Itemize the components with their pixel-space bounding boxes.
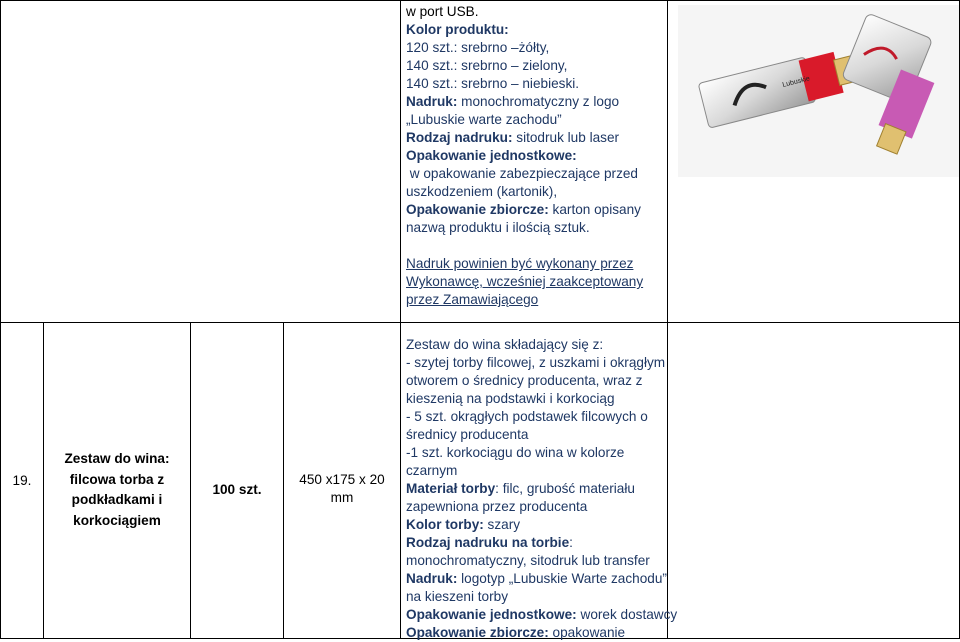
field-label: Opakowanie jednostkowe:: [406, 607, 577, 622]
text-line: podkładkami i: [71, 492, 163, 507]
field-label: Kolor produktu:: [406, 22, 509, 37]
text-line: [406, 183, 664, 201]
text-run: nazwą produktu i ilością sztuk.: [406, 220, 590, 235]
text-line: [406, 570, 667, 588]
text-run: - szytej torby filcowej, z uszkami i okrągłym: [406, 355, 666, 370]
text-line: [406, 390, 664, 408]
text-line: [406, 408, 664, 426]
field-label: Nadruk:: [406, 571, 458, 586]
text-line: [406, 516, 664, 534]
text-run: w opakowanie zabezpieczające przed: [406, 166, 638, 181]
text-run: czarnym: [406, 463, 458, 478]
text-line: [406, 39, 664, 57]
text-line: [406, 111, 664, 129]
text-line: [406, 354, 664, 372]
text-line: [406, 444, 664, 462]
text-line: [406, 273, 664, 291]
text-line: [406, 93, 664, 111]
text-line: mm: [330, 490, 354, 505]
text-line: Zestaw do wina:: [64, 451, 170, 466]
product-description-usb: [406, 3, 664, 309]
row-rule: [0, 0, 960, 1]
text-line: [406, 372, 664, 390]
text-line: [406, 21, 664, 39]
field-label: Rodzaj nadruku na torbie: [406, 535, 570, 550]
text-run: - 5 szt. okrągłych podstawek filcowych o: [406, 409, 648, 424]
product-name: [44, 449, 190, 531]
product-dimensions: [284, 471, 400, 507]
row-rule: [0, 322, 960, 323]
row-number: 19.: [12, 473, 32, 488]
text-run: w port USB.: [406, 4, 479, 19]
product-description-wine-set: [406, 336, 678, 642]
text-run: : filc, grubość materiału: [495, 481, 635, 496]
text-line: [406, 255, 664, 273]
text-line: [406, 237, 664, 255]
text-line: [406, 57, 664, 75]
text-line: [406, 426, 664, 444]
text-run: 120 szt.: srebrno –żółty,: [406, 40, 550, 55]
text-run: logotyp „Lubuskie Warte zachodu”: [457, 571, 667, 586]
text-line: [406, 462, 664, 480]
text-line: 450 x175 x 20: [299, 472, 385, 487]
text-run: 140 szt.: srebrno – niebieski.: [406, 76, 580, 91]
text-run: monochromatyczny z logo: [457, 94, 620, 109]
text-run: przez Zamawiającego: [406, 292, 539, 307]
text-line: [406, 129, 664, 147]
field-label: Rodzaj nadruku:: [406, 130, 513, 145]
text-run: szary: [483, 517, 521, 532]
text-run: monochromatyczny, sitodruk lub transfer: [406, 553, 650, 568]
text-run: :: [569, 535, 573, 550]
field-label: Nadruk:: [406, 94, 458, 109]
text-line: [406, 147, 664, 165]
text-run: Nadruk powinien być wykonany przez: [406, 256, 634, 271]
text-line: korkociągiem: [73, 512, 161, 528]
field-label: Opakowanie zbiorcze:: [406, 625, 549, 640]
col-rule: [0, 0, 1, 639]
text-run: -1 szt. korkociągu do wina w kolorze: [406, 445, 625, 460]
text-run: otworem o średnicy producenta, wraz z: [406, 373, 643, 388]
text-line: [406, 75, 664, 93]
product-quantity: 100 szt.: [212, 482, 262, 497]
text-run: 140 szt.: srebrno – zielony,: [406, 58, 568, 73]
text-line: [406, 588, 664, 606]
text-line: [406, 534, 664, 552]
text-line: [406, 201, 664, 219]
photo-logo-text: Lubuskie: [781, 75, 811, 89]
text-line: [406, 219, 664, 237]
text-line: [406, 291, 664, 309]
text-line: [406, 3, 664, 21]
text-line: [406, 498, 664, 516]
field-label: Materiał torby: [406, 481, 496, 496]
text-run: na kieszeni torby: [406, 589, 509, 604]
usb-flash-drive-photo: [678, 5, 959, 177]
col-rule: [400, 0, 401, 639]
text-run: karton opisany: [548, 202, 641, 217]
text-run: Zestaw do wina składający się z:: [406, 337, 604, 352]
text-line: [406, 624, 664, 642]
text-run: uszkodzeniem (kartonik),: [406, 184, 558, 199]
text-line: [406, 606, 678, 624]
text-line: [406, 165, 664, 183]
text-line: [406, 552, 664, 570]
text-line: [406, 336, 664, 354]
field-label: Kolor torby:: [406, 517, 484, 532]
field-label: Opakowanie zbiorcze:: [406, 202, 549, 217]
text-run: „Lubuskie warte zachodu”: [406, 112, 562, 127]
text-run: opakowanie: [548, 625, 626, 640]
text-run: Wykonawcę, wcześniej zaakceptowany: [406, 274, 644, 289]
text-run: worek dostawcy: [576, 607, 678, 622]
text-line: [406, 480, 664, 498]
text-run: zapewniona przez producenta: [406, 499, 588, 514]
field-label: Opakowanie jednostkowe:: [406, 148, 577, 163]
text-run: sitodruk lub laser: [512, 130, 620, 145]
text-run: średnicy producenta: [406, 427, 529, 442]
text-run: kieszenią na podstawki i korkociąg: [406, 391, 615, 406]
col-rule: [667, 0, 668, 639]
text-line: filcowa torba z: [69, 471, 165, 487]
